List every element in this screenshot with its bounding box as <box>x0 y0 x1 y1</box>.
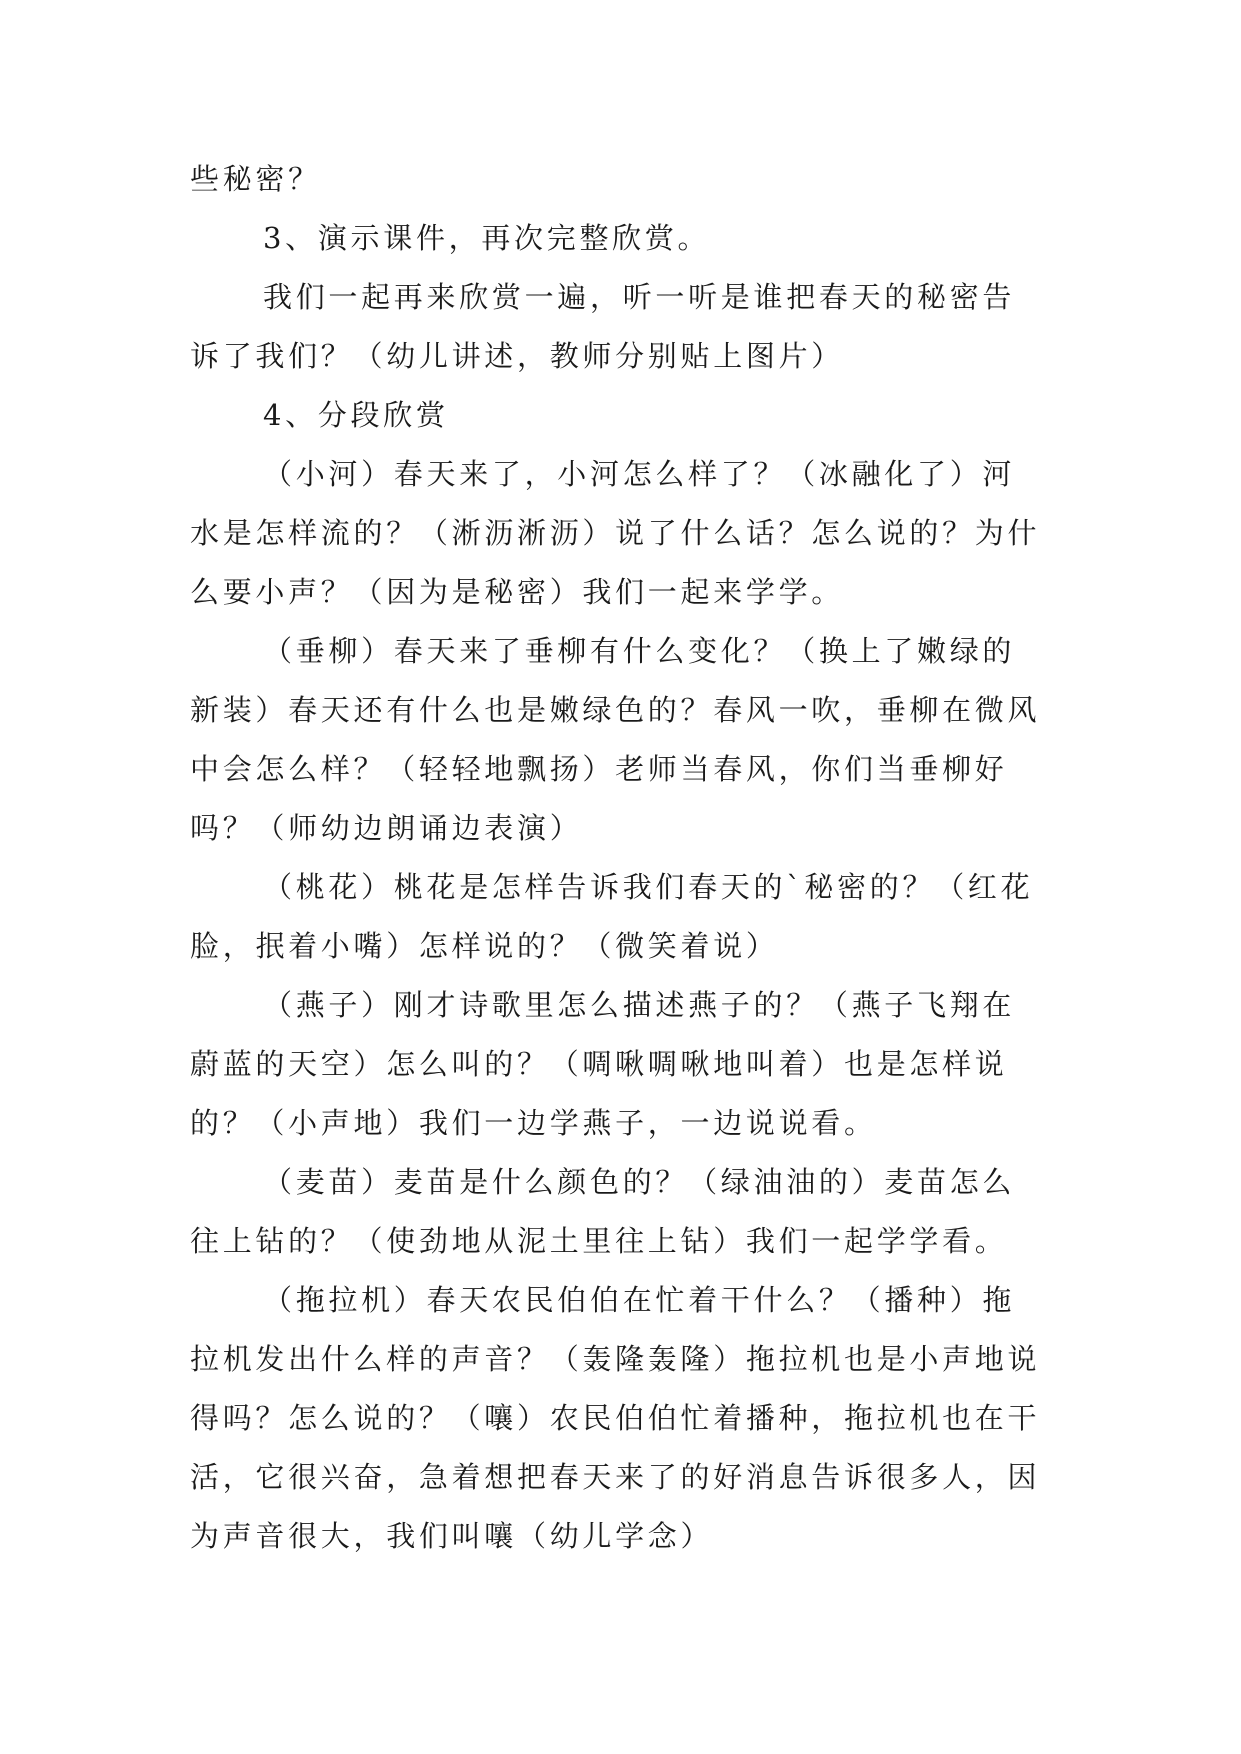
paragraph-10: （拖拉机）春天农民伯伯在忙着干什么？（播种）拖拉机发出什么样的声音？（轰隆轰隆）拖拉机也是小声地说得吗？怎么说的？（嚷）农民伯伯忙着播种，拖拉机也在干活，它很兴奋，急着想把春天来了的好消息告诉很多人，因为声音很大，我们叫嚷（幼儿学念） <box>190 1283 1041 1553</box>
paragraph-6: （垂柳）春天来了垂柳有什么变化？（换上了嫩绿的新装）春天还有什么也是嫩绿色的？春风一吹，垂柳在微风中会怎么样？（轻轻地飘扬）老师当春风，你们当垂柳好吗？（师幼边朗诵边表演） <box>190 634 1041 845</box>
document-body <box>190 150 1046 1566</box>
paragraph-7: （桃花）桃花是怎样告诉我们春天的`秘密的？（红花脸，抿着小嘴）怎样说的？（微笑着说） <box>190 870 1034 963</box>
paragraph-4: 4、分段欣赏 <box>263 398 449 432</box>
paragraph-9: （麦苗）麦苗是什么颜色的？（绿油油的）麦苗怎么往上钻的？（使劲地从泥土里往上钻）我们一起学学看。 <box>190 1165 1016 1258</box>
paragraph-2: 3、演示课件，再次完整欣赏。 <box>263 221 711 255</box>
paragraph-8: （燕子）刚才诗歌里怎么描述燕子的？（燕子飞翔在蔚蓝的天空）怎么叫的？（啁啾啁啾地叫着）也是怎样说的？（小声地）我们一边学燕子，一边说说看。 <box>190 988 1016 1140</box>
paragraph-3: 我们一起再来欣赏一遍，听一听是谁把春天的秘密告诉了我们？（幼儿讲述，教师分别贴上图片） <box>190 280 1016 373</box>
paragraph-1: 些秘密？ <box>190 162 321 196</box>
paragraph-5: （小河）春天来了，小河怎么样了？（冰融化了）河水是怎样流的？（淅沥淅沥）说了什么话？怎么说的？为什么要小声？（因为是秘密）我们一起来学学。 <box>190 457 1041 609</box>
